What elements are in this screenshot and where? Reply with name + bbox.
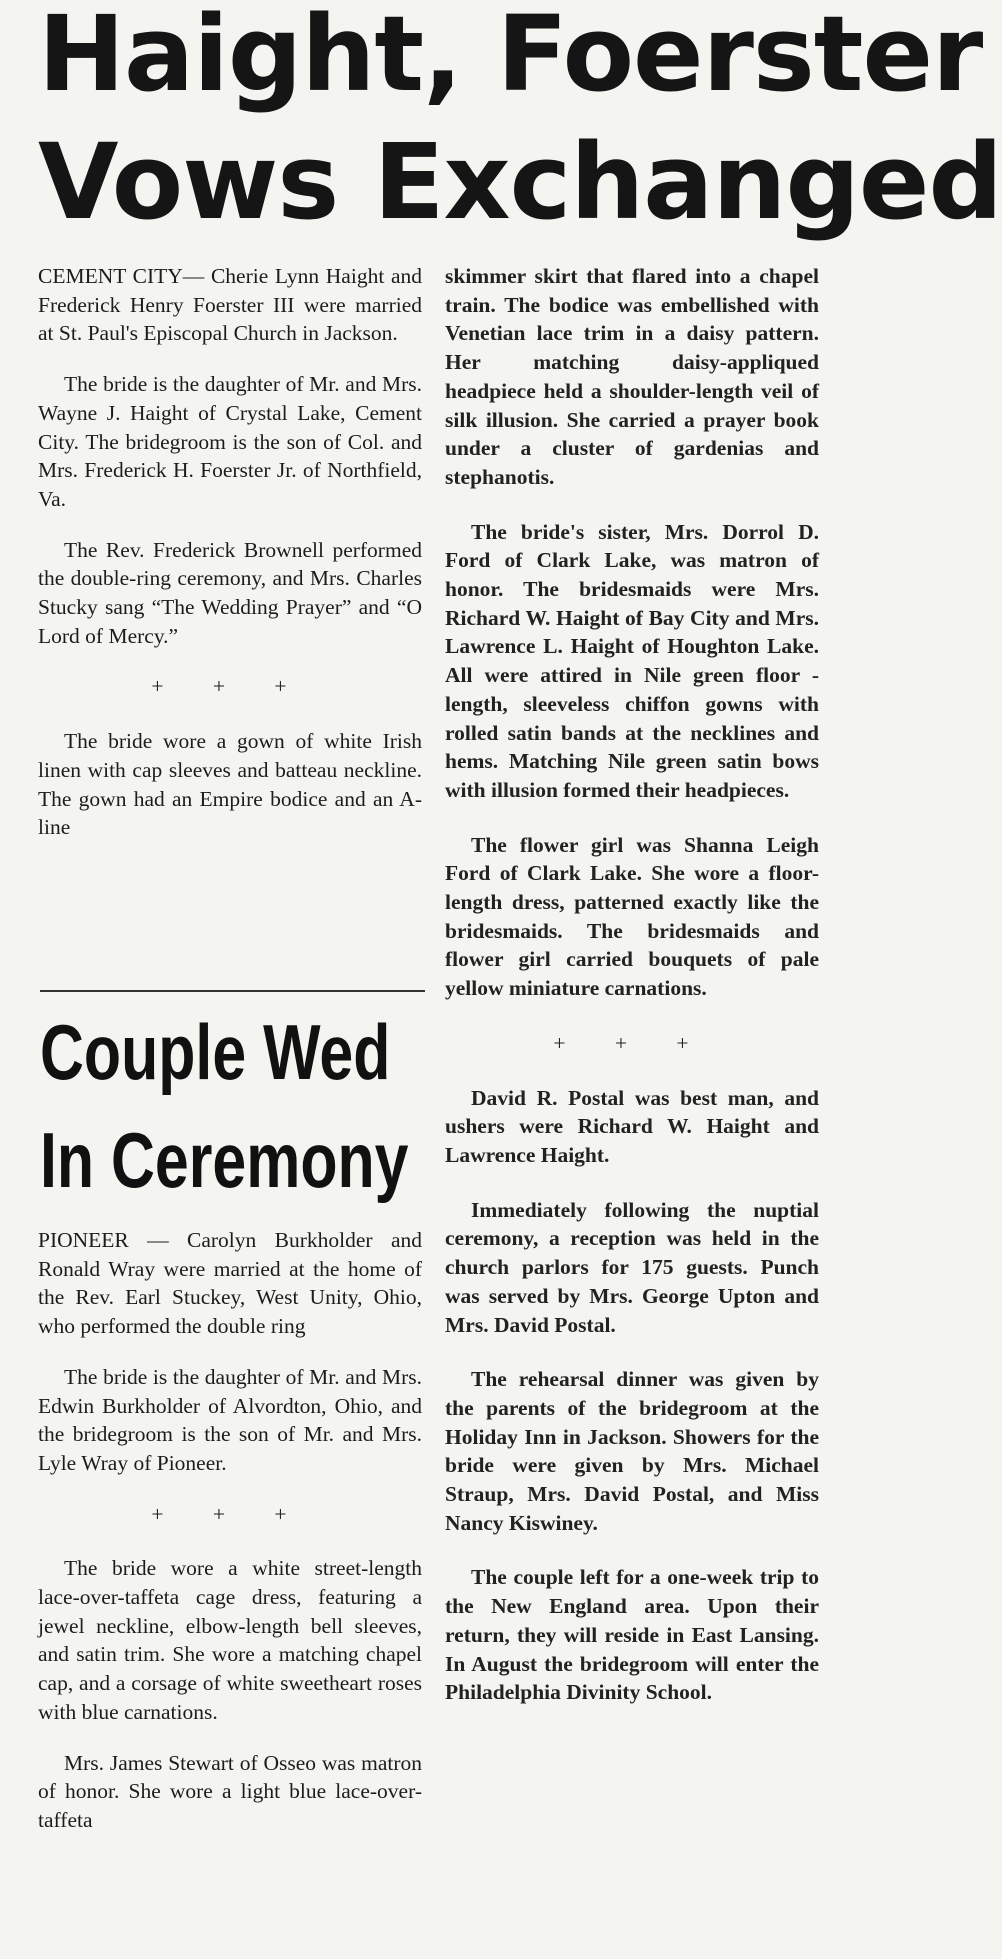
article1-paragraph: The bride's sister, Mrs. Dorrol D. Ford of Clark Lake, was matron of honor. The bridesmaids were Mrs. Richard W. Haight of Bay City and Mrs. Lawrence L. Haight of Houghton Lake. All were attired in Nile green floor - length, sleeveless chiffon gowns with rolled satin bands at the necklines and hems. Matching Nile green satin bows with illusion formed their headpieces. [445,519,819,802]
main-headline-line1: Haight, Foerster [38,0,983,115]
article2-paragraph: The bride wore a white street-length lace-over-taffeta cage dress, featuring a jewel neckline, elbow-length bell sleeves, and satin trim. She wore a matching chapel cap, and a corsage of white sweetheart roses with blue carnations. [38,1556,422,1724]
section-separator: + + + [151,674,309,699]
article2-paragraph: PIONEER — Carolyn Burkholder and Ronald Wray were married at the home of the Rev. Earl Stuckey, West Unity, Ohio, who performed the double ring [38,1228,422,1339]
article1-left-column [38,262,422,982]
section-separator: + + + [151,1501,309,1526]
article1-paragraph: The couple left for a one-week trip to the New England area. Upon their return, they will reside in East Lansing. In August the bridegroom will enter the Philadelphia Divinity School. [445,1565,819,1705]
article1-paragraph: The Rev. Frederick Brownell performed the double-ring ceremony, and Mrs. Charles Stucky sang “The Wedding Prayer” and “O Lord of Mercy.” [38,537,422,648]
second-headline-line2: In Ceremony [40,1116,409,1204]
article1-right-column [445,262,819,1959]
article1-paragraph: The rehearsal dinner was given by the parents of the bridegroom at the Holiday Inn in Jackson. Showers for the bride were given by Mrs. Michael Straup, Mrs. David Postal, and Miss Nancy Kiswiney. [445,1367,819,1535]
article1-paragraph: David R. Postal was best man, and ushers were Richard W. Haight and Lawrence Haight. [445,1085,819,1167]
headline-divider [40,990,425,992]
article1-paragraph: The flower girl was Shanna Leigh Ford of Clark Lake. She wore a floor-length dress, patterned exactly like the bridesmaids. The bridesmaids and flower girl carried bouquets of pale yellow miniature carnations. [445,832,819,1001]
article1-paragraph: skimmer skirt that flared into a chapel train. The bodice was embellished with Venetian lace trim in a daisy pattern. Her matching daisy-appliqued headpiece held a shoulder-length veil of silk illusion. She carried a prayer book under a cluster of gardenias and stephanotis. [445,264,819,489]
article1-paragraph: CEMENT CITY— Cherie Lynn Haight and Frederick Henry Foerster III were married at St. Paul's Episcopal Church in Jackson. [38,264,422,346]
main-headline-line2: Vows Exchanged [38,121,1002,243]
article1-paragraph: The bride is the daughter of Mr. and Mrs. Wayne J. Haight of Crystal Lake, Cement City. The bridegroom is the son of Col. and Mrs. Frederick H. Foerster Jr. of Northfield, Va. [38,372,422,511]
second-headline-line1: Couple Wed [40,1008,391,1096]
second-headline [40,998,409,1214]
main-headline [38,0,1002,246]
article2-paragraph: The bride is the daughter of Mr. and Mrs. Edwin Burkholder of Alvordton, Ohio, and the bridegroom is the son of Mr. and Mrs. Lyle Wray of Pioneer. [38,1364,422,1475]
article2-column [38,1226,422,1959]
article2-paragraph: Mrs. James Stewart of Osseo was matron of honor. She wore a light blue lace-over-taffeta [38,1750,422,1832]
section-separator: + + + [553,1030,711,1055]
article1-paragraph: Immediately following the nuptial ceremony, a reception was held in the church parlors for 175 guests. Punch was served by Mrs. George Upton and Mrs. David Postal. [445,1197,819,1337]
article1-paragraph: The bride wore a gown of white Irish linen with cap sleeves and batteau neckline. The gown had an Empire bodice and an A-line [38,729,422,840]
